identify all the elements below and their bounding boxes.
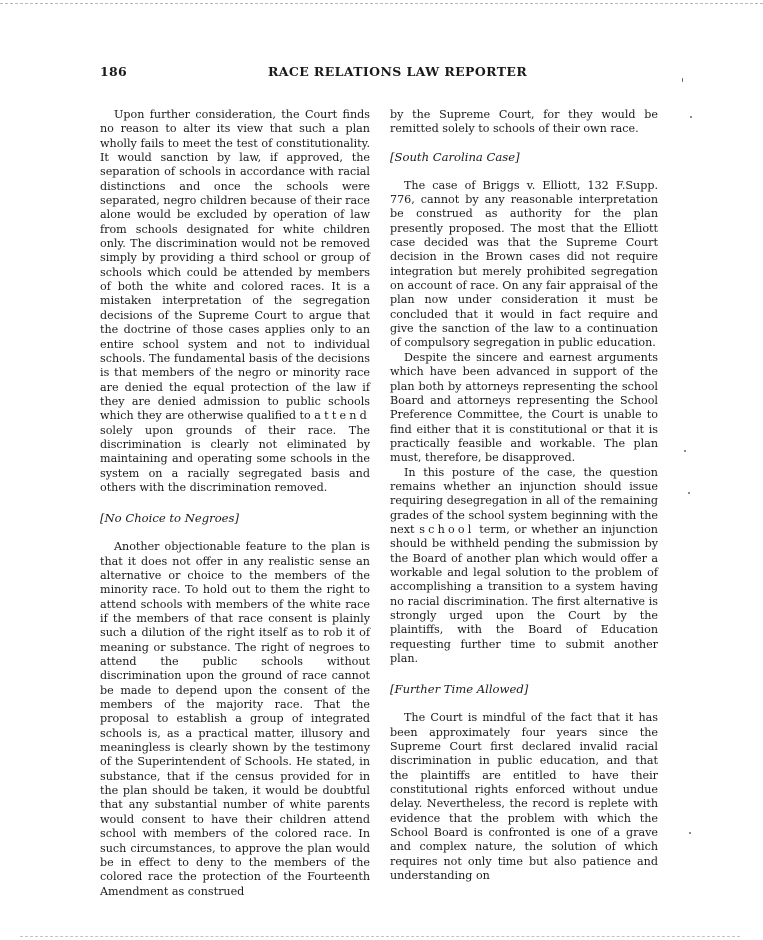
scan-speck [689, 832, 691, 834]
paragraph-further-time: The Court is mindful of the fact that it has been approximately four years since the Supreme Court first declared invalid racial discrimination in public education, and that the plaintiffs are entitled to have their constitutional rights enforced without undue delay. Nevertheless, the record is replete with evidence that the problem with which the School Board is confronted is one of a grave and complex nature, the solution of which requires not only time but also patience and understanding on [390, 711, 658, 883]
top-scan-border [0, 3, 763, 4]
scan-speck [682, 78, 683, 82]
paragraph-injunction: In this posture of the case, the question remains whether an injunction should issue requiring desegregation in all of the remaining grades of the school system beginning with the next school term, or whether an injunction should be withheld pending the submission by the Board of another plan which would offer a workable and legal solution to the problem of accomplishing a transition to a system having no racial discrimination. The first alternative is strongly urged upon the Court by the plaintiffs, with the Board of Education requesting further time to submit another plan. [390, 465, 658, 666]
paragraph-briggs: The case of Briggs v. Elliott, 132 F.Supp. 776, cannot by any reasonable interpretation be construed as authority for the plan presently proposed. The most that the Elliott case decided was that the Supreme Court decision in the Brown cases did not require integration but merely prohibited segregation on account of race. On any fair appraisal of the plan now under consideration it must be concluded that it would in fact require and give the sanction of the law to a continuation of compulsory segregation in public education. [390, 178, 658, 350]
spaced-word-school: school [419, 522, 475, 536]
running-title: RACE RELATIONS LAW REPORTER [268, 64, 528, 79]
scan-speck [688, 492, 690, 494]
section-heading-south-carolina: [South Carolina Case] [390, 149, 520, 164]
left-column [100, 108, 370, 899]
paragraph-constitutionality: Upon further consideration, the Court finds no reason to alter its view that such a plan wholly fails to meet the test of constitutionality. It would sanction by law, if approved, the separation of schools in accordance with racial distinctions and once the schools were separated, negro children because of their race alone would be excluded by operation of law from schools designated for white children only. The discrimination would not be removed simply by providing a third school or group of schools which could be attended by members of both the white and colored races. It is a mistaken interpretation of the segregation decisions of the Supreme Court to argue that the doctrine of those cases applies only to an entire school system and not to individual schools. The fundamental basis of the decisions is that members of the negro or minority race are denied the equal protection of the law if they are denied admission to public schools which they are otherwise qualified to attend solely upon grounds of their race. The discrimination is clearly not eliminated by maintaining and operating some schools in the system on a racially segregated basis and others with the discrimination removed. [100, 108, 370, 494]
page-number: 186 [100, 64, 127, 79]
section-heading-further-time: [Further Time Allowed] [390, 682, 529, 697]
spaced-word-attend: attend [314, 409, 370, 423]
right-column [390, 108, 658, 884]
paragraph-continuation: by the Supreme Court, for they would be remitted solely to schools of their own race. [390, 108, 658, 136]
paragraph-disapproved: Despite the sincere and earnest arguments which have been advanced in support of the plan both by attorneys representing the school Board and attorneys representing the School Preference Committee, the Court is unable to find either that it is constitutional or that it is practically feasible and workable. The plan must, therefore, be disapproved. [390, 350, 658, 465]
paragraph-no-choice: Another objectionable feature to the plan is that it does not offer in any realistic sense an alternative or choice to the members of the minority race. To hold out to them the right to attend schools with members of the white race if the members of that race consent is plainly such a dilution of the right itself as to rob it of meaning or substance. The right of negroes to attend the public schools without discrimination upon the ground of race cannot be made to depend upon the consent of the members of the majority race. That the proposal to establish a group of integrated schools is, as a practical matter, illusory and meaningless is clearly shown by the testimony of the Superintendent of Schools. He stated, in substance, that if the census provided for in the plan should be taken, it would be doubtful that any substantial number of white parents would consent to have their children attend school with members of the colored race. In such circumstances, to approve the plan would be in effect to deny to the members of the colored race the protection of the Fourteenth Amendment as construed [100, 540, 370, 898]
section-heading-no-choice: [No Choice to Negroes] [100, 511, 240, 526]
scan-speck [684, 450, 686, 452]
bottom-scan-border [20, 936, 740, 937]
scan-speck [690, 116, 692, 118]
